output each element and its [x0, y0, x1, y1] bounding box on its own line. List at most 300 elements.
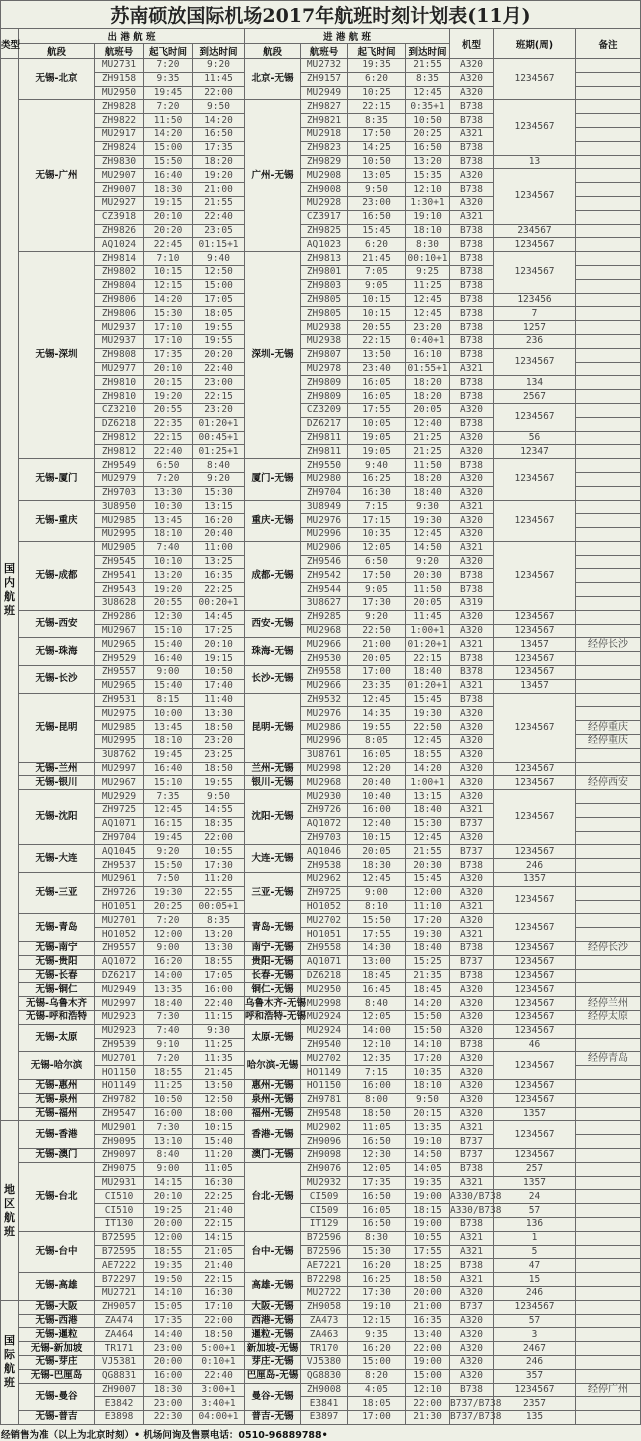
in-dep-time: 11:05	[348, 1121, 406, 1135]
in-arr-time: 11:50	[406, 583, 450, 597]
in-dep-time: 12:20	[348, 762, 406, 776]
out-dep-time: 9:00	[144, 666, 193, 680]
out-flight-no: ZH9806	[95, 307, 144, 321]
inbound-route: 西安-无锡	[245, 610, 301, 638]
schedule-days: 1234567	[494, 1079, 576, 1093]
in-dep-time: 8:05	[348, 735, 406, 749]
in-flight-no: AQ1072	[301, 817, 348, 831]
in-dep-time: 9:40	[348, 459, 406, 473]
inbound-route: 长沙-无锡	[245, 666, 301, 694]
remark	[576, 293, 641, 307]
remark	[576, 1369, 641, 1383]
out-dep-time: 12:00	[144, 1231, 193, 1245]
out-dep-time: 13:45	[144, 514, 193, 528]
remark	[576, 279, 641, 293]
table-row	[1, 1314, 641, 1328]
aircraft: A320	[450, 762, 494, 776]
in-flight-no: MU2996	[301, 735, 348, 749]
in-dep-time: 12:10	[348, 1038, 406, 1052]
in-dep-time: 19:05	[348, 431, 406, 445]
inbound-route: 高雄-无锡	[245, 1273, 301, 1301]
outbound-route: 无锡-普吉	[19, 1411, 95, 1425]
out-dep-time: 13:30	[144, 486, 193, 500]
in-arr-time: 15:25	[406, 955, 450, 969]
in-flight-no: ZH9558	[301, 666, 348, 680]
table-row	[1, 431, 641, 445]
in-flight-no: ZH9811	[301, 445, 348, 459]
footer-note: 经销售为准（以上为北京时刻）• 机场问询及售票电话：0510-96889788•	[1, 1429, 328, 1441]
table-row	[1, 376, 641, 390]
header-remark: 备注	[576, 29, 641, 59]
table-row	[1, 238, 641, 252]
in-arr-time: 18:10	[406, 1079, 450, 1093]
remark	[576, 845, 641, 859]
aircraft: B378	[450, 666, 494, 680]
out-dep-time: 11:50	[144, 114, 193, 128]
in-dep-time: 20:55	[348, 321, 406, 335]
out-arr-time: 12:50	[193, 1093, 245, 1107]
in-flight-no: E3841	[301, 1397, 348, 1411]
out-arr-time: 18:05	[193, 307, 245, 321]
out-dep-time: 19:15	[144, 196, 193, 210]
table-row	[1, 155, 641, 169]
aircraft: A320	[450, 1093, 494, 1107]
out-flight-no: ZH9826	[95, 224, 144, 238]
out-dep-time: 19:45	[144, 748, 193, 762]
aircraft: B737/B738	[450, 1397, 502, 1409]
in-arr-time: 01:55+1	[407, 362, 448, 374]
remark	[576, 265, 641, 279]
in-arr-time: 8:35	[406, 72, 450, 86]
out-flight-no: B72595	[95, 1245, 144, 1259]
in-arr-time: 19:30	[406, 928, 450, 942]
table-row	[1, 790, 641, 804]
out-dep-time: 17:10	[144, 321, 193, 335]
out-arr-time: 21:05	[193, 1245, 245, 1259]
in-arr-time: 12:10	[406, 1383, 450, 1397]
in-dep-time: 10:35	[348, 528, 406, 542]
out-flight-no: MU2721	[95, 1286, 144, 1300]
out-arr-time: 23:00	[193, 376, 245, 390]
remark: 经停长沙	[576, 638, 641, 652]
remark	[576, 790, 641, 804]
table-row	[1, 1231, 641, 1245]
in-arr-time: 21:00	[406, 1300, 450, 1314]
in-dep-time: 16:05	[348, 390, 406, 404]
out-dep-time: 7:50	[144, 873, 193, 887]
remark	[576, 238, 641, 252]
table-row	[1, 390, 641, 404]
remark	[576, 1148, 641, 1162]
in-arr-time: 19:10	[406, 210, 450, 224]
in-arr-time: 20:05	[406, 597, 450, 611]
in-flight-no: MU2976	[301, 514, 348, 528]
in-flight-no: ZH9540	[301, 1038, 348, 1052]
out-dep-time: 13:35	[144, 983, 193, 997]
in-arr-time: 15:30	[406, 817, 450, 831]
out-dep-time: 18:40	[144, 997, 193, 1011]
out-dep-time: 22:30	[144, 1411, 193, 1425]
aircraft: A320	[450, 1010, 494, 1024]
table-row	[1, 1204, 641, 1218]
outbound-route: 无锡-广州	[19, 100, 95, 252]
schedule-days: 1234567	[494, 652, 576, 666]
out-flight-no: MU2923	[95, 1010, 144, 1024]
aircraft: B738	[450, 114, 494, 128]
table-row	[1, 845, 641, 859]
outbound-route: 无锡-太原	[19, 1024, 95, 1052]
out-dep-time: 17:35	[144, 1314, 193, 1328]
out-dep-time: 11:25	[144, 1079, 193, 1093]
header-flight-no-in: 航班号	[301, 44, 348, 59]
out-dep-time: 7:20	[144, 914, 193, 928]
table-row	[1, 693, 641, 707]
out-dep-time: 10:15	[144, 265, 193, 279]
schedule-days: 246	[494, 1286, 576, 1300]
out-arr-time: 21:55	[193, 196, 245, 210]
in-arr-time: 18:45	[406, 983, 450, 997]
inbound-route: 澳门-无锡	[245, 1148, 301, 1162]
schedule-days: 1234567	[494, 1052, 576, 1080]
in-arr-time: 11:10	[406, 900, 450, 914]
in-flight-no: ZH9098	[301, 1148, 348, 1162]
out-dep-time: 16:40	[144, 652, 193, 666]
out-arr-time: 13:30	[193, 942, 245, 956]
out-dep-time: 23:00	[144, 1342, 193, 1356]
outbound-route: 无锡-银川	[19, 776, 95, 790]
remark	[576, 597, 641, 611]
in-arr-time: 18:10	[406, 224, 450, 238]
aircraft: B738	[450, 1383, 494, 1397]
aircraft: B737	[450, 845, 494, 859]
in-arr-time: 9:20	[406, 555, 450, 569]
out-arr-time: 18:50	[193, 721, 245, 735]
out-dep-time: 7:20	[144, 1052, 193, 1066]
inbound-route: 深圳-无锡	[245, 252, 301, 459]
aircraft: A321	[450, 900, 494, 914]
in-flight-no: MU2998	[301, 997, 348, 1011]
aircraft: A320	[450, 873, 494, 887]
in-dep-time: 16:50	[348, 1190, 406, 1204]
in-flight-no: ZH9801	[301, 265, 348, 279]
outbound-route: 无锡-北京	[19, 59, 95, 100]
out-arr-time: 21:00	[193, 183, 245, 197]
out-arr-time: 23:05	[193, 224, 245, 238]
aircraft: A320	[450, 403, 494, 417]
in-arr-time: 10:55	[406, 1231, 450, 1245]
in-dep-time: 12:35	[348, 1052, 406, 1066]
in-dep-time: 12:05	[348, 1010, 406, 1024]
in-dep-time: 17:55	[348, 928, 406, 942]
outbound-route: 无锡-澳门	[19, 1148, 95, 1162]
aircraft: A321	[450, 210, 494, 224]
header-inbound: 进 港 航 班	[245, 29, 450, 44]
table-row	[1, 334, 641, 348]
out-arr-time: 19:55	[193, 334, 245, 348]
out-arr-time: 13:50	[193, 1079, 245, 1093]
out-dep-time: 15:00	[144, 141, 193, 155]
table-row	[1, 776, 641, 790]
outbound-route: 无锡-新加坡	[19, 1342, 95, 1356]
in-flight-no: MU2998	[301, 762, 348, 776]
in-flight-no: ZH9805	[301, 307, 348, 321]
table-row	[1, 1286, 641, 1300]
in-flight-no: B72596	[301, 1231, 348, 1245]
schedule-days: 246	[494, 859, 576, 873]
out-dep-time: 14:00	[144, 969, 193, 983]
in-dep-time: 20:05	[348, 652, 406, 666]
in-flight-no: HO1051	[301, 928, 348, 942]
in-dep-time: 8:00	[348, 1093, 406, 1107]
in-flight-no: MU2902	[301, 1121, 348, 1135]
in-flight-no: E3897	[301, 1411, 348, 1425]
inbound-route: 普吉-无锡	[245, 1411, 301, 1425]
out-dep-time: 9:10	[144, 1038, 193, 1052]
out-flight-no: MU2929	[95, 790, 144, 804]
schedule-days: 257	[494, 1162, 576, 1176]
out-flight-no: MU2950	[95, 86, 144, 100]
out-flight-no: ZH9075	[95, 1162, 144, 1176]
aircraft: A320	[450, 1107, 494, 1121]
out-arr-time: 10:55	[193, 845, 245, 859]
out-flight-no: MU2907	[95, 169, 144, 183]
out-dep-time: 15:10	[144, 776, 193, 790]
header-route-out: 航段	[19, 44, 95, 59]
out-flight-no: ZH9804	[95, 279, 144, 293]
in-arr-time: 12:45	[406, 293, 450, 307]
in-dep-time: 14:00	[348, 1024, 406, 1038]
in-arr-time: 18:55	[406, 748, 450, 762]
schedule-days: 1234567	[494, 1300, 576, 1314]
out-flight-no: MU2901	[95, 1121, 144, 1135]
in-flight-no: MU2938	[301, 321, 348, 335]
in-flight-no: AQ1046	[301, 845, 348, 859]
aircraft: B738	[450, 293, 494, 307]
out-flight-no: B72297	[95, 1273, 144, 1287]
header-aircraft: 机型	[450, 29, 494, 59]
table-row	[1, 1328, 641, 1342]
out-dep-time: 14:20	[144, 293, 193, 307]
aircraft: A321	[450, 679, 494, 693]
in-flight-no: TR170	[301, 1342, 348, 1356]
in-dep-time: 18:30	[348, 859, 406, 873]
table-row	[1, 666, 641, 680]
out-arr-time: 10:50	[193, 666, 245, 680]
in-arr-time: 16:10	[406, 348, 450, 362]
aircraft: B737	[450, 955, 494, 969]
out-arr-time: 18:55	[193, 955, 245, 969]
out-flight-no: ZH9822	[95, 114, 144, 128]
inbound-route: 西港-无锡	[245, 1314, 301, 1328]
out-dep-time: 7:30	[144, 1121, 193, 1135]
out-dep-time: 18:30	[144, 1383, 193, 1397]
in-dep-time: 23:00	[348, 196, 406, 210]
out-dep-time: 23:00	[144, 1397, 193, 1411]
in-arr-time: 18:40	[406, 666, 450, 680]
inbound-route: 三亚-无锡	[245, 873, 301, 914]
in-arr-time: 14:05	[406, 1162, 450, 1176]
out-flight-no: MU2997	[95, 997, 144, 1011]
remark	[576, 652, 641, 666]
out-flight-no: ZH9007	[95, 183, 144, 197]
out-arr-time: 21:40	[193, 1259, 245, 1273]
in-dep-time: 19:55	[348, 721, 406, 735]
remark	[576, 873, 641, 887]
table-row	[1, 610, 641, 624]
out-dep-time: 18:30	[144, 183, 193, 197]
remark	[576, 114, 641, 128]
out-flight-no: ZH9529	[95, 652, 144, 666]
in-arr-time: 18:25	[406, 1259, 450, 1273]
remark	[576, 376, 641, 390]
out-arr-time: 00:05+1	[193, 900, 245, 914]
schedule-days: 1234567	[494, 914, 576, 942]
out-flight-no: ZH9097	[95, 1148, 144, 1162]
aircraft: B738	[450, 334, 494, 348]
out-flight-no: ZH9057	[95, 1300, 144, 1314]
out-flight-no: AE7222	[95, 1259, 144, 1273]
aircraft: A320	[450, 748, 494, 762]
remark	[576, 1024, 641, 1038]
out-arr-time: 9:40	[193, 252, 245, 266]
remark	[576, 321, 641, 335]
table-row	[1, 100, 641, 114]
in-flight-no: AE7221	[301, 1259, 348, 1273]
out-arr-time: 17:40	[193, 679, 245, 693]
in-dep-time: 17:55	[348, 403, 406, 417]
table-row	[1, 1273, 641, 1287]
out-dep-time: 16:00	[144, 1369, 193, 1383]
in-arr-time: 15:00	[406, 1369, 450, 1383]
in-arr-time: 19:30	[406, 514, 450, 528]
in-flight-no: MU2996	[301, 528, 348, 542]
in-arr-time: 22:00	[406, 1397, 450, 1411]
table-row	[1, 1093, 641, 1107]
remark	[576, 86, 641, 100]
out-flight-no: MU2923	[95, 1024, 144, 1038]
in-dep-time: 16:20	[348, 1342, 406, 1356]
outbound-route: 无锡-兰州	[19, 762, 95, 776]
remark	[576, 224, 641, 238]
out-arr-time: 22:00	[193, 831, 245, 845]
in-dep-time: 6:20	[348, 72, 406, 86]
out-dep-time: 7:20	[144, 100, 193, 114]
in-flight-no: ZH9825	[301, 224, 348, 238]
out-arr-time: 01:15+1	[193, 238, 245, 252]
table-row	[1, 652, 641, 666]
in-dep-time: 17:00	[348, 666, 406, 680]
table-row	[1, 1176, 641, 1190]
out-dep-time: 12:15	[144, 279, 193, 293]
remark	[576, 196, 641, 210]
out-flight-no: ZH9543	[95, 583, 144, 597]
out-arr-time: 13:20	[193, 928, 245, 942]
out-arr-time: 22:40	[193, 362, 245, 376]
in-flight-no: ZH9538	[301, 859, 348, 873]
out-dep-time: 20:10	[144, 362, 193, 376]
in-dep-time: 7:05	[348, 265, 406, 279]
in-arr-time: 21:30	[406, 1411, 450, 1425]
remark	[576, 541, 641, 555]
out-dep-time: 14:15	[144, 1176, 193, 1190]
out-flight-no: E3898	[95, 1411, 144, 1425]
in-flight-no: ZH9008	[301, 1383, 348, 1397]
out-flight-no: HO1149	[95, 1079, 144, 1093]
in-arr-time: 17:20	[406, 914, 450, 928]
in-flight-no: ZH9546	[301, 555, 348, 569]
aircraft: A330/B738	[450, 1204, 502, 1216]
in-flight-no: ZH9726	[301, 804, 348, 818]
remark	[576, 210, 641, 224]
schedule-days: 3	[494, 1328, 576, 1342]
out-arr-time: 15:30	[193, 486, 245, 500]
in-dep-time: 8:35	[348, 114, 406, 128]
in-arr-time: 21:35	[406, 969, 450, 983]
remark	[576, 1273, 641, 1287]
in-arr-time: 01:20+1	[407, 638, 448, 650]
remark	[576, 390, 641, 404]
in-dep-time: 17:30	[348, 1286, 406, 1300]
aircraft: A320	[450, 831, 494, 845]
out-arr-time: 18:00	[193, 1107, 245, 1121]
in-dep-time: 7:15	[348, 1066, 406, 1080]
in-arr-time: 15:50	[406, 1024, 450, 1038]
out-flight-no: IT130	[95, 1217, 144, 1231]
in-arr-time: 1:30+1	[406, 196, 450, 210]
out-arr-time: 16:30	[193, 1176, 245, 1190]
out-flight-no: B72595	[95, 1231, 144, 1245]
out-arr-time: 23:20	[193, 403, 245, 417]
table-row	[1, 1259, 641, 1273]
schedule-days: 1234567	[494, 693, 576, 762]
remark	[576, 1342, 641, 1356]
out-dep-time: 12:45	[144, 804, 193, 818]
in-flight-no: HO1150	[301, 1079, 348, 1093]
aircraft: A321	[450, 1121, 494, 1135]
inbound-route: 厦门-无锡	[245, 459, 301, 500]
in-dep-time: 12:30	[348, 1148, 406, 1162]
remark	[576, 1217, 641, 1231]
out-dep-time: 22:35	[144, 417, 193, 431]
in-dep-time: 19:10	[348, 1300, 406, 1314]
aircraft: A320	[450, 624, 494, 638]
aircraft: A320	[450, 169, 494, 183]
aircraft: A320	[450, 790, 494, 804]
in-arr-time: 12:45	[406, 831, 450, 845]
in-flight-no: ZH9076	[301, 1162, 348, 1176]
out-flight-no: MU2927	[95, 196, 144, 210]
in-dep-time: 8:10	[348, 900, 406, 914]
remark	[576, 100, 641, 114]
out-flight-no: VJ5381	[95, 1355, 144, 1369]
out-flight-no: MU2967	[95, 776, 144, 790]
in-arr-time: 13:40	[406, 1328, 450, 1342]
schedule-days: 15	[494, 1273, 576, 1287]
table-row	[1, 1342, 641, 1356]
table-row	[1, 1300, 641, 1314]
in-flight-no: MU2968	[301, 776, 348, 790]
in-flight-no: CZ3917	[301, 210, 348, 224]
in-dep-time: 9:05	[348, 583, 406, 597]
remark	[576, 831, 641, 845]
table-row	[1, 1162, 641, 1176]
out-arr-time: 22:25	[193, 583, 245, 597]
inbound-route: 银川-无锡	[245, 776, 301, 790]
in-flight-no: MU2950	[301, 983, 348, 997]
in-dep-time: 10:05	[348, 417, 406, 431]
out-arr-time: 5:00+1	[193, 1342, 245, 1356]
aircraft: B738	[450, 141, 494, 155]
